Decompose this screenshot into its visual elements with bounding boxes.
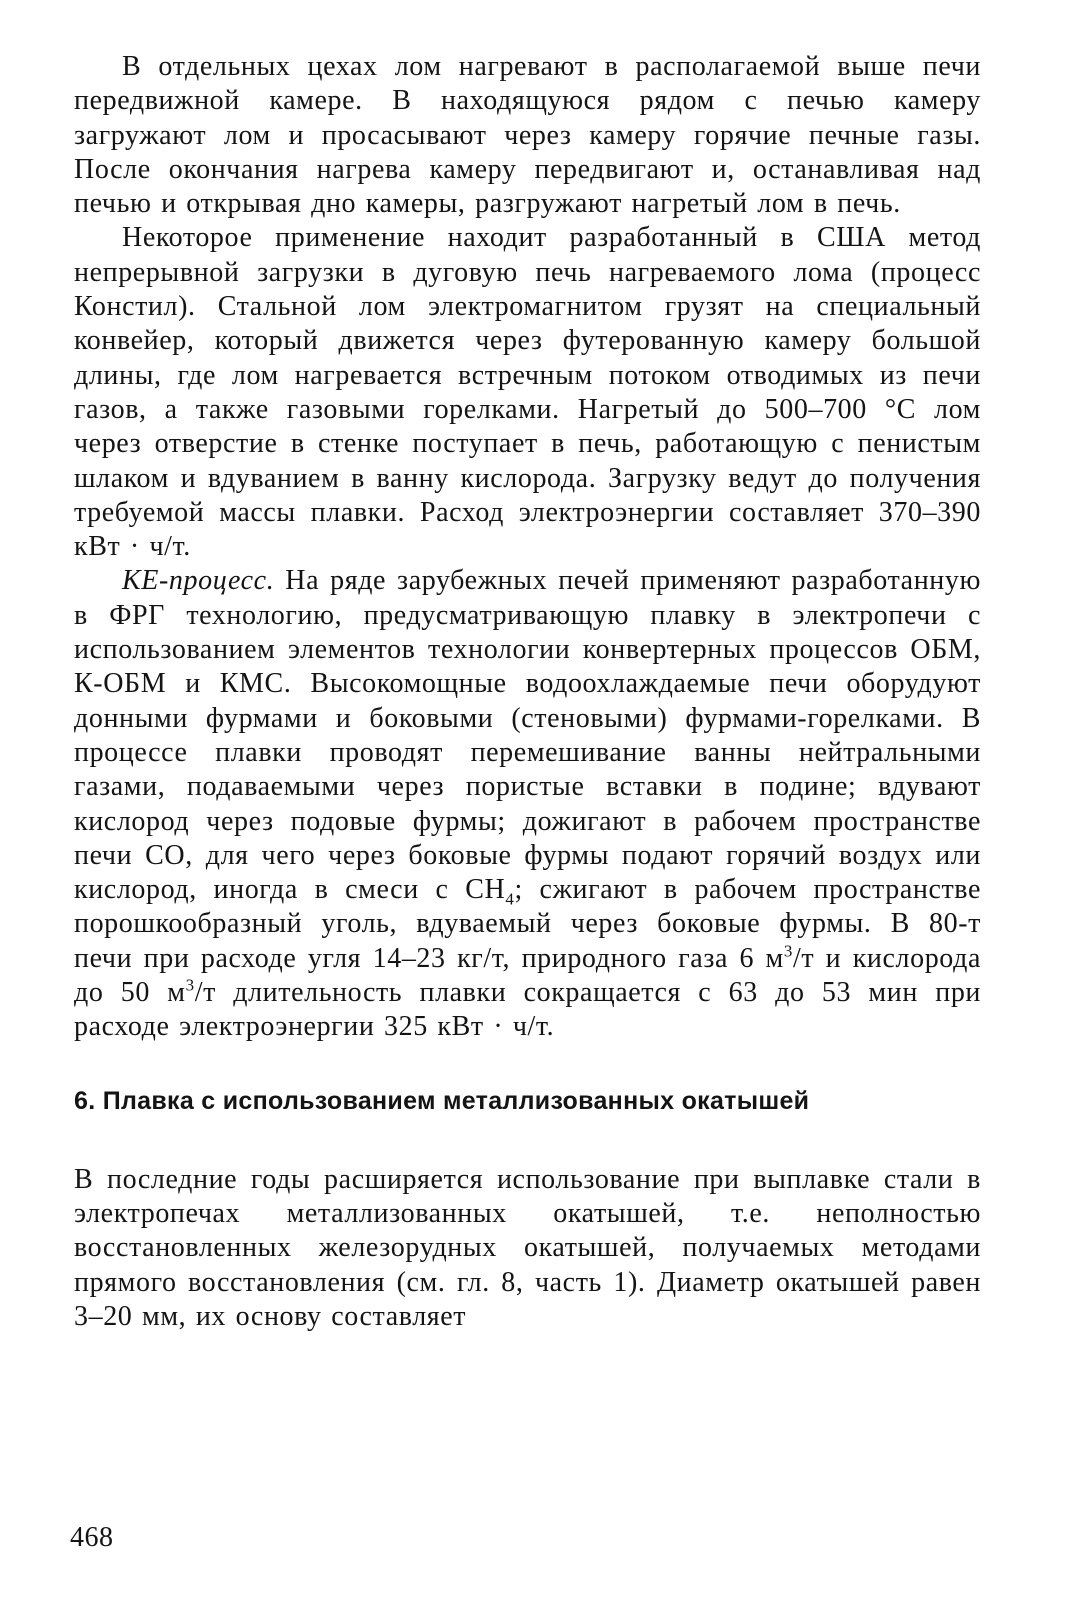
paragraph-consteel-process: Некоторое применение находит разработанный в США метод непрерывной загрузки в дуговую печь нагреваемого лома (процесс Констил). Стальной лом электромагнитом грузят на специальный конвейер, который движется через футерованную камеру большой длины, где лом нагревается встречным потоком отводимых из печи газов, а также газовыми горелками. Нагретый до 500–700 °С лом через отверстие в стенке поступает в печь, работающую с пенистым шлаком и вдуванием в ванну кислорода. Загрузку ведут до получения требуемой массы плавки. Расход электроэнергии составляет 370–390 кВт · ч/т.: [74, 222, 981, 563]
paragraph-scrap-preheating-chamber: В отдельных цехах лом нагревают в располагаемой выше печи передвижной камере. В находящуюся рядом с печью камеру загружают лом и просасывают через камеру горячие печные газы. После окончания нагрева камеру передвигают и, останавливая над печью и открывая дно камеры, разгружают нагретый лом в печь.: [74, 51, 981, 220]
ke-process-text-a: На ряде зарубежных печей применяют разработанную в ФРГ технологию, предусматривающую плавку в электропечи с использованием элементов технологии конвертерных процессов ОБМ, К-ОБМ и КМС. Высокомощные водоохлаждаемые печи оборудуют донными фурмами и боковыми (стеновыми) фурмами-горелками. В процессе плавки проводят перемешивание ванны нейтральными газами, подаваемыми через пористые вставки в подине; вдувают кислород через подовые фурмы; дожигают в рабочем пространстве печи СО, для чего через боковые фурмы подают горячий воздух или кислород, иногда в смеси с СН: [74, 565, 981, 906]
paragraph-metallized-pellets: В последние годы расширяется использование при выплавке стали в электропечах металлизованных окатышей, т.е. неполностью восстановленных железорудных окатышей, получаемых методами прямого восстановления (см. гл. 8, часть 1). Диаметр окатышей равен 3–20 мм, их основу составляет: [74, 1163, 981, 1332]
cubic-meter-superscript: 3: [185, 975, 195, 995]
cubic-meter-superscript: 3: [783, 941, 793, 961]
ke-process-text-b: ; сжигают в рабочем пространстве порошкообразный уголь, вдуваемый через боковые фурмы. В 80-т печи при расходе угля 14–23 кг/т, природного газа 6 м: [74, 874, 981, 974]
ke-process-text-d: /т длительность плавки сокращается с 63 до 53 мин при расходе электроэнергии 325 кВт · ч/т.: [74, 977, 981, 1043]
paragraph-ke-process: [74, 564, 981, 1044]
page-number: 468: [70, 1522, 114, 1553]
section-spacer: [74, 1117, 981, 1163]
section-heading: 6. Плавка с использованием металлизованных окатышей: [74, 1086, 810, 1115]
ch4-subscript: 4: [505, 889, 515, 909]
ke-process-lead: KE-процесс.: [122, 565, 275, 597]
ke-process-text-c: /т и кислорода до 50 м: [74, 942, 981, 1009]
page-content: [74, 50, 981, 1334]
